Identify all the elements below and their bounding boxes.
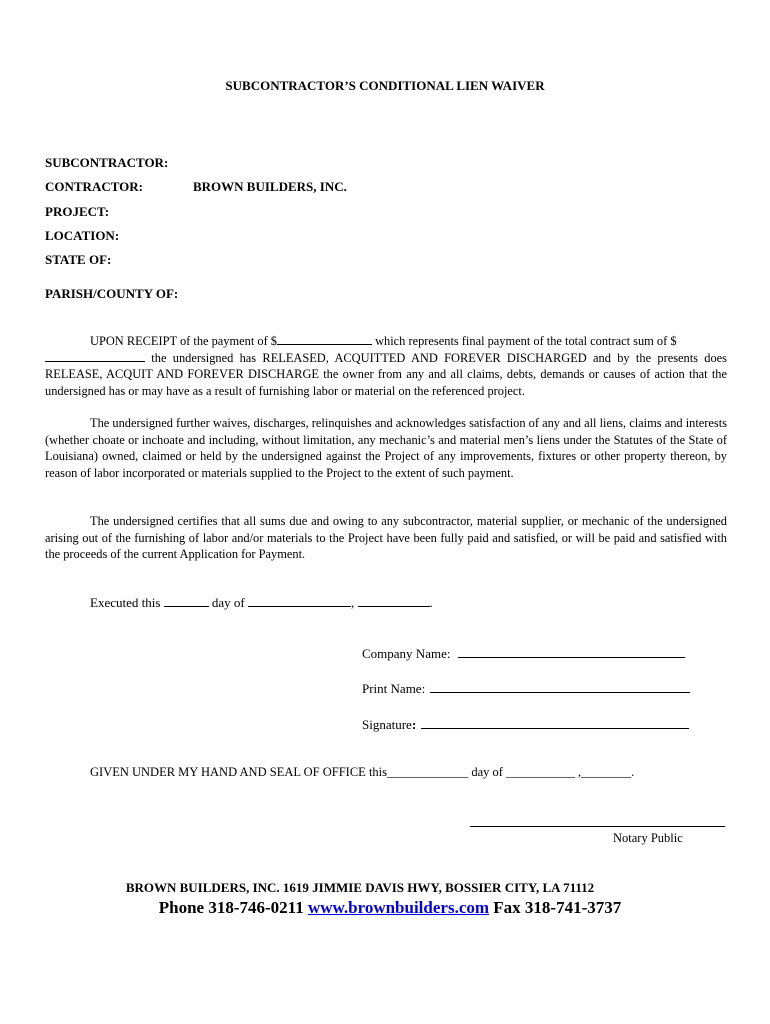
certification-paragraph: [45, 513, 727, 563]
executed-period: .: [429, 595, 433, 610]
print-name-line[interactable]: [430, 680, 690, 693]
given-under-hand-line: GIVEN UNDER MY HAND AND SEAL OF OFFICE this_____________ day of ___________ ,________.: [90, 765, 635, 779]
project-label: PROJECT:: [45, 204, 110, 219]
footer-contact: [0, 898, 770, 918]
notary-public-label: Notary Public: [613, 831, 683, 845]
executed-month-blank[interactable]: [248, 595, 351, 607]
company-name-row: [362, 645, 685, 662]
waiver-paragraph: [45, 415, 727, 481]
company-name-label: Company Name:: [362, 646, 451, 661]
print-name-label: Print Name:: [362, 681, 426, 696]
signature-line[interactable]: [421, 716, 689, 729]
executed-day-blank[interactable]: [164, 595, 209, 607]
contractor-value: BROWN BUILDERS, INC.: [193, 179, 347, 194]
executed-year-blank[interactable]: [358, 595, 430, 607]
signature-colon: :: [411, 717, 417, 732]
contractor-label: CONTRACTOR:: [45, 179, 143, 194]
executed-line: [90, 595, 433, 611]
payment-paragraph-part1: UPON RECEIPT of the payment of $: [90, 334, 277, 348]
executed-prefix: Executed this: [90, 595, 161, 610]
state-label: STATE OF:: [45, 252, 112, 267]
print-name-row: [362, 680, 690, 697]
payment-paragraph-part3: the undersigned has RELEASED, ACQUITTED AND FOREVER DISCHARGED and by the presents does RELEASE, ACQUIT AND FOREVER DISCHARGE the owner from any and all claims, debts, demands or causes of action that the undersigned has or may have as a result of furnishing labor or material on the referenced project.: [45, 350, 727, 398]
company-name-line[interactable]: [458, 645, 685, 658]
signature-row: [362, 716, 689, 733]
certification-paragraph-text: The undersigned certifies that all sums due and owing to any subcontractor, material supplier, or mechanic of the undersigned arising out of the furnishing of labor and/or materials to the Project have been fully paid and satisfied, or will be paid and satisfied with the proceeds of the current Application for Payment.: [45, 514, 727, 562]
footer-phone: Phone 318-746-0211: [158, 898, 308, 917]
payment-paragraph-part2: which represents final payment of the total contract sum of $: [372, 334, 677, 348]
payment-paragraph: [45, 333, 727, 399]
footer-address: BROWN BUILDERS, INC. 1619 JIMMIE DAVIS HWY, BOSSIER CITY, LA 71112: [125, 880, 595, 895]
document-title: SUBCONTRACTOR’S CONDITIONAL LIEN WAIVER: [225, 78, 545, 93]
subcontractor-label: SUBCONTRACTOR:: [45, 155, 169, 170]
payment-amount-blank[interactable]: [277, 333, 372, 345]
location-label: LOCATION:: [45, 228, 120, 243]
notary-signature-line[interactable]: [470, 826, 725, 827]
footer-fax: Fax 318-741-3737: [489, 898, 622, 917]
signature-label: Signature: [362, 717, 412, 732]
executed-day-of: day of: [211, 595, 245, 610]
waiver-paragraph-text: The undersigned further waives, discharges, relinquishes and acknowledges satisfaction of any and all liens, claims and interests (whether choate or inchoate and including, without limitation, any mechanic’s and material men’s liens under the Statutes of the State of Louisiana) owned, claimed or held by the undersigned against the Project of any improvements, fixtures or other property thereon, by reason of labor incorporated or materials supplied to the Project to the extent of such payment.: [45, 416, 727, 480]
executed-comma: ,: [351, 595, 355, 610]
footer-website-link[interactable]: www.brownbuilders.com: [307, 898, 490, 917]
parish-county-label: PARISH/COUNTY OF:: [45, 286, 179, 301]
contract-sum-blank[interactable]: [45, 350, 145, 362]
